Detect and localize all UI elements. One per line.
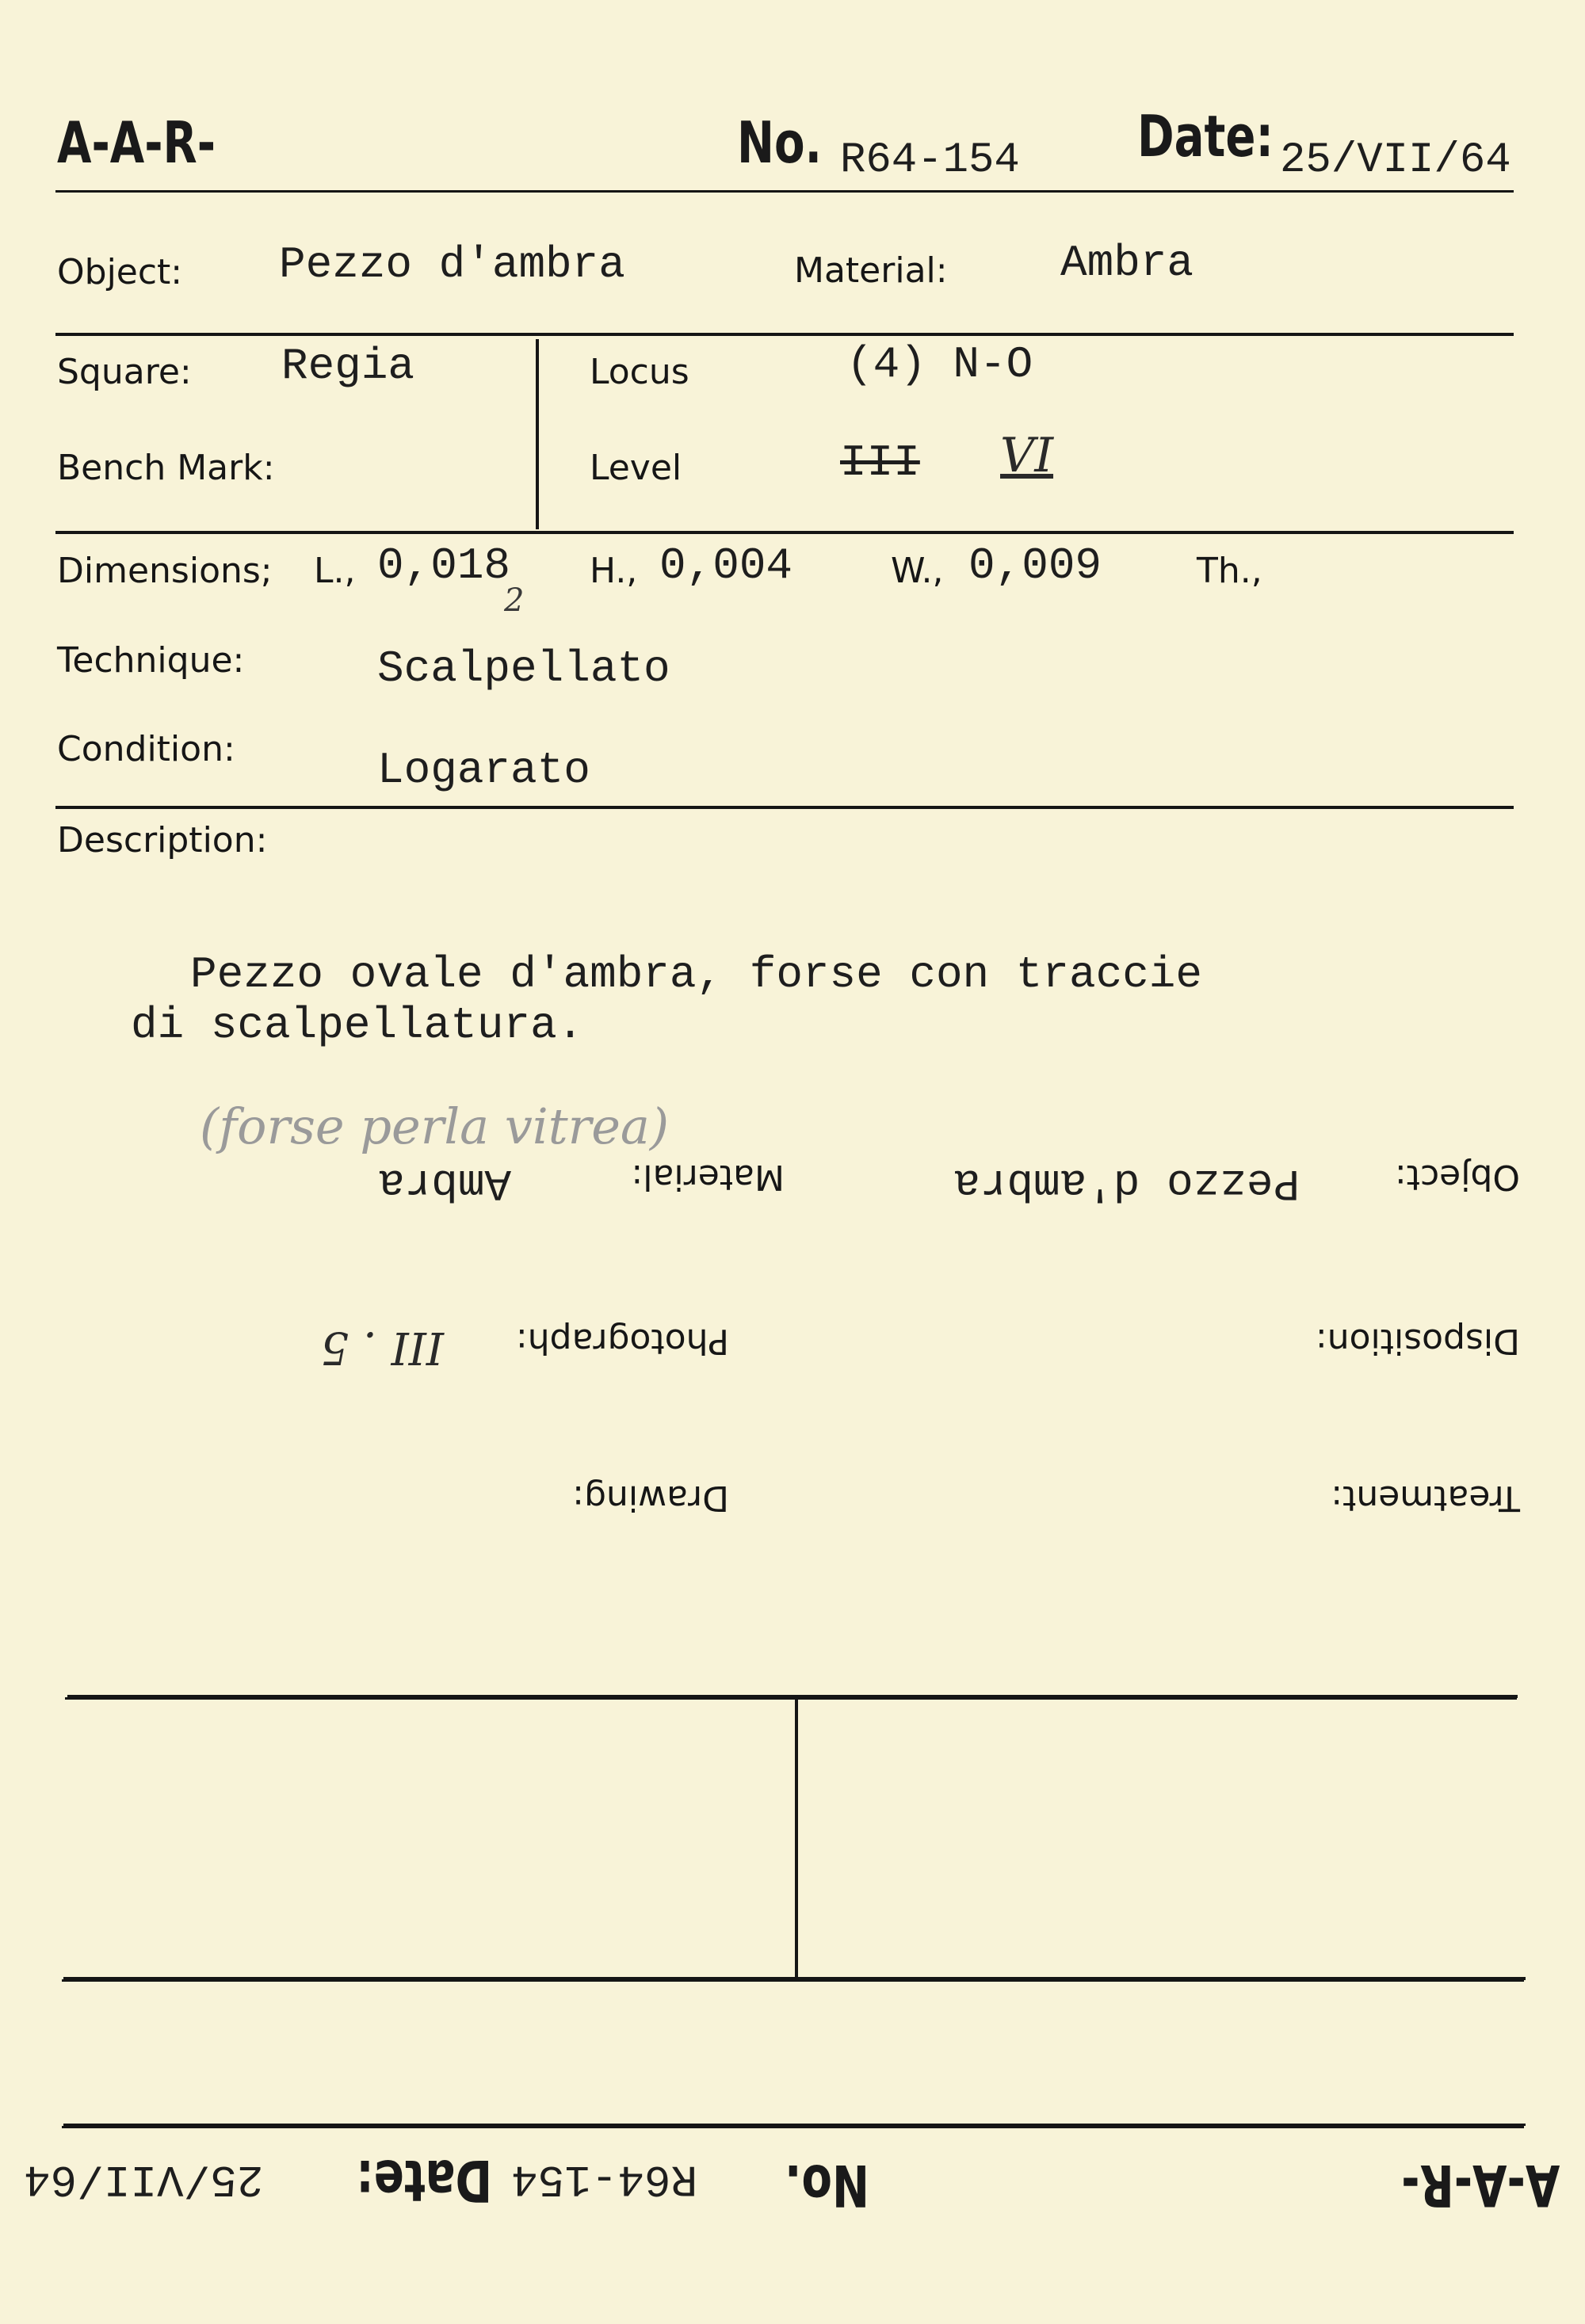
description-line-2: di scalpellatura. <box>131 1000 584 1051</box>
bottom-object-label: Object: <box>1394 1157 1520 1197</box>
bottom-object-value: Pezzo d'ambra <box>953 1158 1300 1208</box>
square-label: Square: <box>57 352 192 392</box>
photograph-value: III . 5 <box>320 1322 444 1373</box>
technique-value: Scalpellato <box>377 643 670 694</box>
bottom-number-value: R64-154 <box>511 2154 698 2204</box>
height-label: H., <box>590 551 638 591</box>
material-label: Material: <box>794 250 948 291</box>
number-value: R64-154 <box>840 136 1020 185</box>
bottom-rule-b <box>62 1979 1524 1982</box>
length-correction: 2 <box>504 582 525 619</box>
date-value: 25/VII/64 <box>1280 136 1511 185</box>
technique-label: Technique: <box>57 640 245 681</box>
bottom-material-label: Material: <box>631 1157 785 1197</box>
level-struck-value: III <box>840 437 920 488</box>
drawing-label: Drawing: <box>572 1478 729 1518</box>
description-label: Description: <box>57 820 268 861</box>
bench-mark-label: Bench Mark: <box>57 448 275 488</box>
object-value: Pezzo d'ambra <box>279 239 625 290</box>
level-value: VI <box>1000 428 1054 483</box>
bottom-material-value: Ambra <box>377 1158 511 1208</box>
height-value: 0,004 <box>659 540 793 591</box>
bottom-date-value: 25/VII/64 <box>24 2154 264 2204</box>
object-label: Object: <box>57 252 183 292</box>
locus-label: Locus <box>590 352 689 392</box>
bottom-rule-a <box>65 1697 1517 1700</box>
square-value: Regia <box>281 341 415 391</box>
photograph-label: Photograph: <box>515 1321 729 1361</box>
width-label: W., <box>891 551 944 591</box>
length-value: 0,018 <box>377 540 511 591</box>
condition-label: Condition: <box>57 729 235 769</box>
bottom-rule-c <box>62 2126 1524 2128</box>
bottom-date-label: Date: <box>356 2147 493 2214</box>
disposition-label: Disposition: <box>1315 1321 1520 1361</box>
dimensions-label: Dimensions; <box>57 551 273 591</box>
material-value: Ambra <box>1060 238 1194 288</box>
length-label: L., <box>314 551 356 591</box>
number-label: No. <box>737 109 822 176</box>
condition-value: Logarato <box>377 745 590 796</box>
level-label: Level <box>590 448 682 488</box>
date-label: Date: <box>1137 103 1274 170</box>
treatment-label: Treatment: <box>1331 1478 1520 1518</box>
width-value: 0,009 <box>968 540 1102 591</box>
handwritten-note: (forse perla vitrea) <box>200 1097 670 1155</box>
thickness-label: Th., <box>1197 551 1262 591</box>
description-line-1: Pezzo ovale d'ambra, forse con traccie <box>190 949 1203 1000</box>
locus-value: (4) N-O <box>846 339 1033 390</box>
bottom-number-label: No. <box>785 2152 869 2219</box>
org-code: A-A-R- <box>57 109 216 176</box>
bottom-org-code: A-A-R- <box>1401 2152 1560 2219</box>
